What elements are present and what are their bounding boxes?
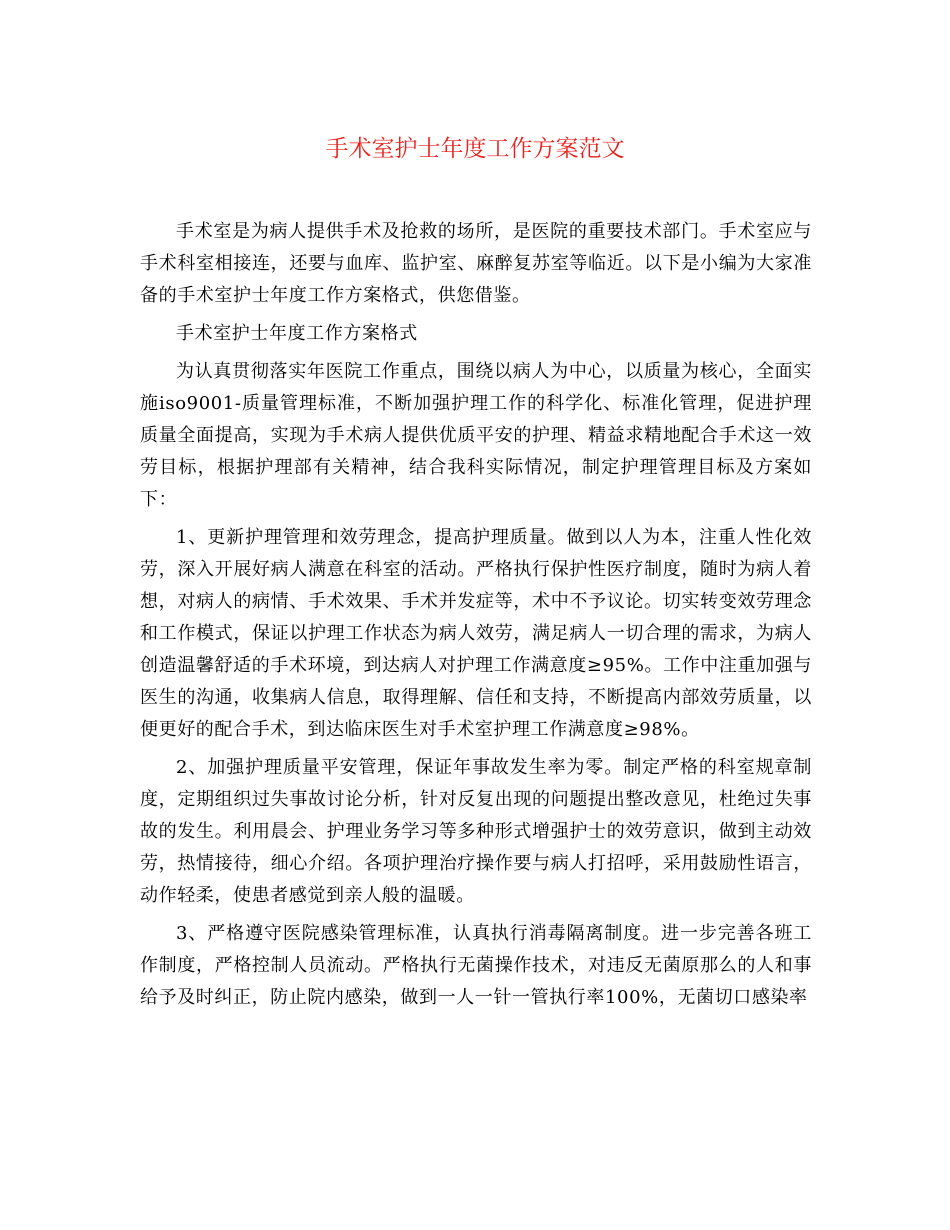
paragraph-item-3: 3、严格遵守医院感染管理标准，认真执行消毒隔离制度。进一步完善各班工作制度，严格控制人员流动。严格执行无菌操作技术，对违反无菌原那么的人和事给予及时纠正，防止院内感染，做到一人一针一管执行率100%，无菌切口感染率 bbox=[140, 923, 812, 1008]
paragraph-intro: 手术室是为病人提供手术及抢救的场所，是医院的重要技术部门。手术室应与手术科室相接连，还要与血库、监护室、麻醉复苏室等临近。以下是小编为大家准备的手术室护士年度工作方案格式，供您借鉴。 bbox=[140, 221, 812, 306]
paragraph-overview: 为认真贯彻落实年医院工作重点，围绕以病人为中心，以质量为核心，全面实施iso9001-质量管理标准，不断加强护理工作的科学化、标准化管理，促进护理质量全面提高，实现为手术病人提供优质平安的护理、精益求精地配合手术这一效劳目标，根据护理部有关精神，结合我科实际情况，制定护理管理目标及方案如下： bbox=[140, 361, 812, 510]
paragraph-item-1: 1、更新护理管理和效劳理念，提高护理质量。做到以人为本，注重人性化效劳，深入开展好病人满意在科室的活动。严格执行保护性医疗制度，随时为病人着想，对病人的病情、手术效果、手术并发症等，术中不予议论。切实转变效劳理念和工作模式，保证以护理工作状态为病人效劳，满足病人一切合理的需求，为病人创造温馨舒适的手术环境，到达病人对护理工作满意度≥95%。工作中注重加强与医生的沟通，收集病人信息，取得理解、信任和支持，不断提高内部效劳质量，以便更好的配合手术，到达临床医生对手术室护理工作满意度≥98%。 bbox=[140, 527, 812, 740]
document-title: 手术室护士年度工作方案范文 bbox=[325, 136, 625, 162]
document-body bbox=[140, 216, 812, 1020]
paragraph-item-2: 2、加强护理质量平安管理，保证年事故发生率为零。制定严格的科室规章制度，定期组织过失事故讨论分析，针对反复出现的问题提出整改意见，杜绝过失事故的发生。利用晨会、护理业务学习等多种形式增强护士的效劳意识，做到主动效劳，热情接待，细心介绍。各项护理治疗操作要与病人打招呼，采用鼓励性语言，动作轻柔，使患者感觉到亲人般的温暖。 bbox=[140, 757, 812, 906]
paragraph-subheading: 手术室护士年度工作方案格式 bbox=[176, 323, 418, 344]
